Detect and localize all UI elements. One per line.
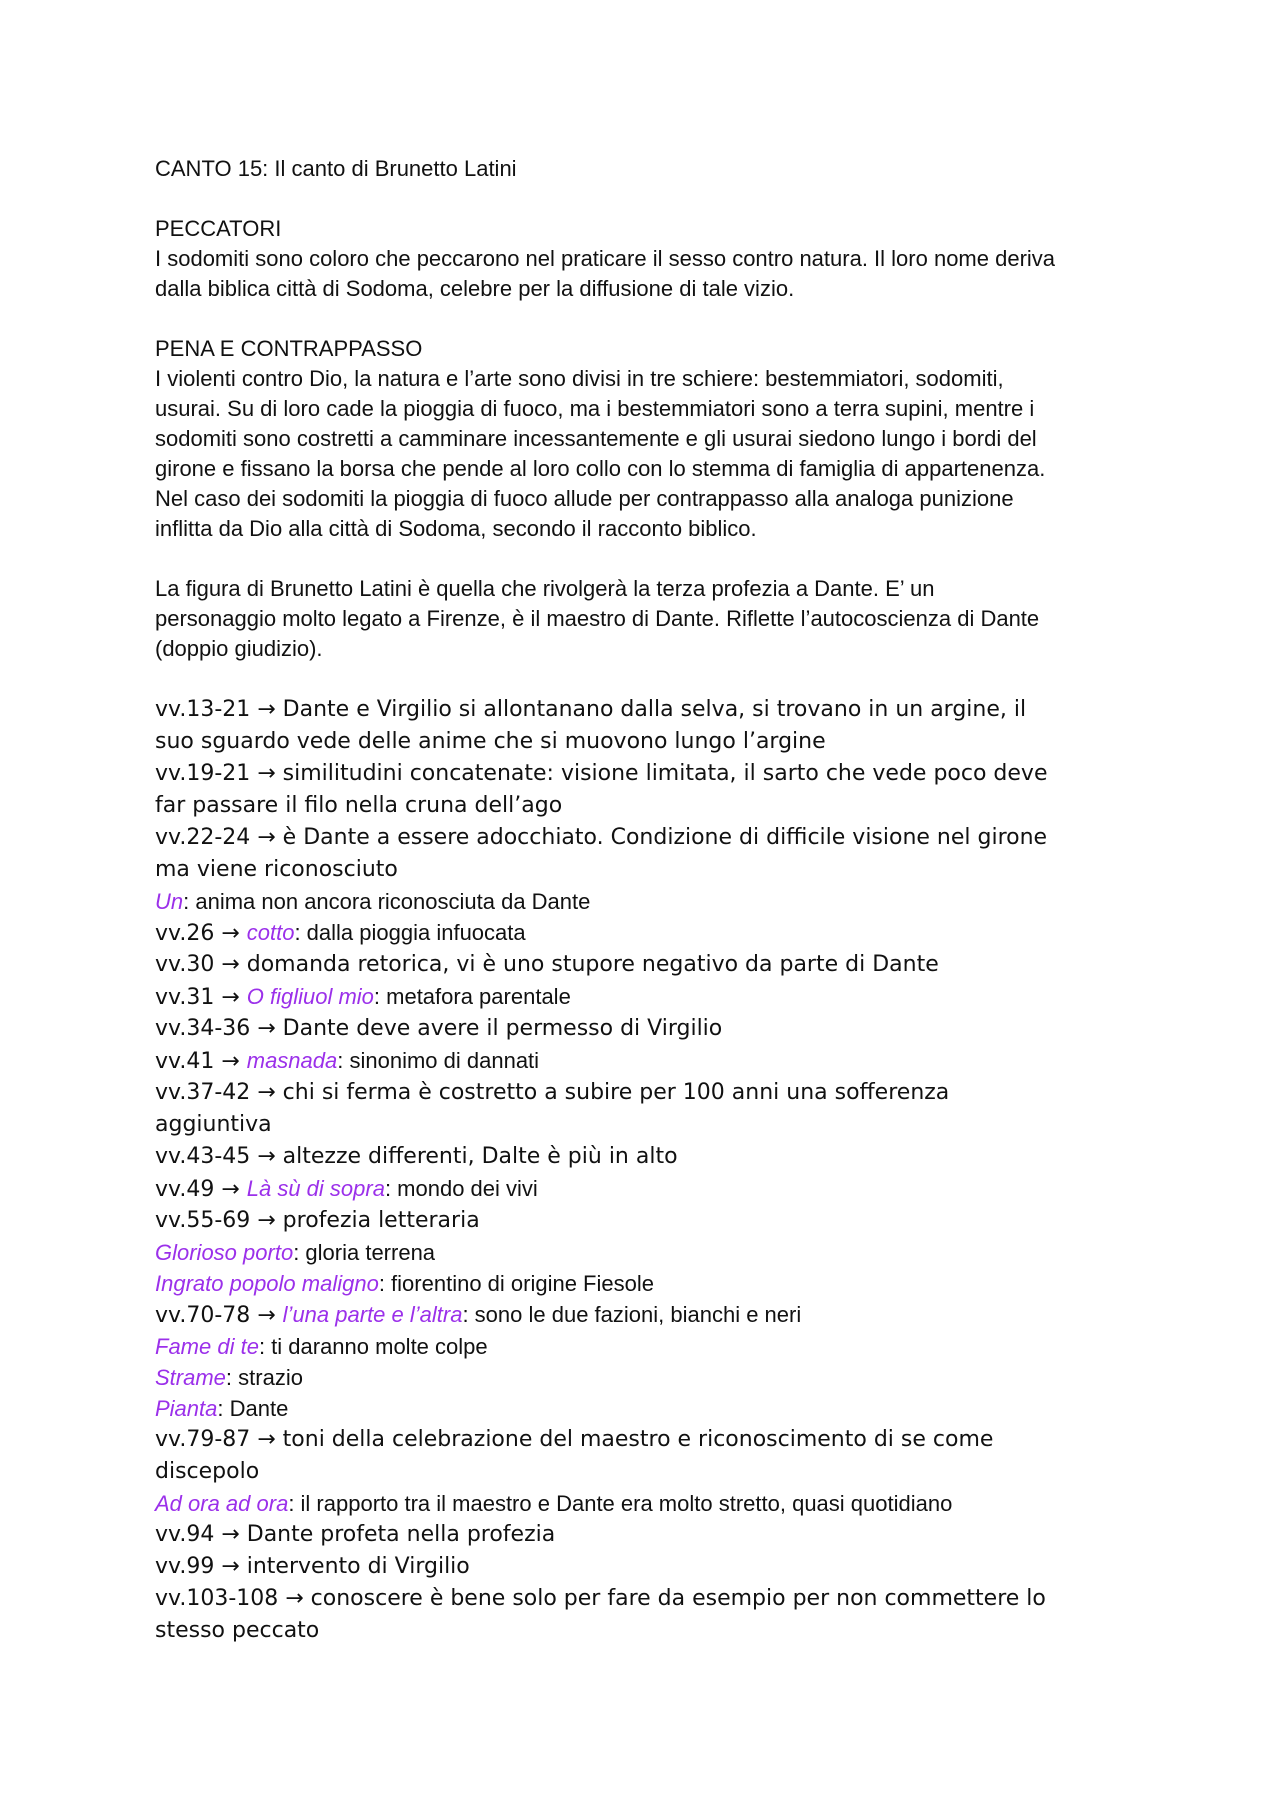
verse-note bbox=[155, 1456, 1145, 1488]
highlighted-term: masnada bbox=[246, 1048, 338, 1073]
verse-note bbox=[155, 726, 1145, 758]
verse-note bbox=[155, 694, 1145, 726]
note-description: ma viene riconosciuto bbox=[155, 857, 398, 882]
note-description: toni della celebrazione del maestro e riconoscimento di se come bbox=[282, 1427, 994, 1452]
note-description: discepolo bbox=[155, 1459, 260, 1484]
verse-note bbox=[155, 1077, 1145, 1109]
verse-reference: vv.49 → bbox=[155, 1177, 247, 1202]
note-description: profezia letteraria bbox=[282, 1208, 480, 1233]
verse-reference: vv.37-42 → bbox=[155, 1080, 283, 1105]
verse-note bbox=[155, 1583, 1145, 1615]
note-description: Dante e Virgilio si allontanano dalla selva, si trovano in un argine, il bbox=[282, 697, 1027, 722]
verse-reference: vv.99 → bbox=[155, 1554, 247, 1579]
verse-note bbox=[155, 1393, 1145, 1424]
verse-reference: vv.13-21 → bbox=[155, 697, 283, 722]
paragraph-line: La figura di Brunetto Latini è quella che rivolgerà la terza profezia a Dante. E’ un bbox=[155, 576, 935, 601]
verse-note bbox=[155, 1173, 1145, 1205]
verse-note bbox=[155, 1205, 1145, 1237]
note-description: conoscere è bene solo per fare da esempio per non commettere lo bbox=[310, 1586, 1046, 1611]
note-description: : Dante bbox=[217, 1396, 289, 1421]
note-description: domanda retorica, vi è uno stupore negativo da parte di Dante bbox=[246, 952, 939, 977]
verse-reference: vv.41 → bbox=[155, 1049, 247, 1074]
verse-reference: vv.55-69 → bbox=[155, 1208, 283, 1233]
note-description: intervento di Virgilio bbox=[246, 1554, 470, 1579]
verse-note bbox=[155, 1331, 1145, 1362]
highlighted-term: Glorioso porto bbox=[155, 1240, 294, 1265]
verse-note bbox=[155, 1615, 1145, 1647]
note-description: aggiuntiva bbox=[155, 1112, 272, 1137]
paragraph-line: I violenti contro Dio, la natura e l’arte sono divisi in tre schiere: bestemmiatori, sodomiti, bbox=[155, 366, 1004, 391]
verse-note bbox=[155, 1362, 1145, 1393]
verse-note bbox=[155, 1424, 1145, 1456]
highlighted-term: Un bbox=[155, 889, 184, 914]
note-description: : il rapporto tra il maestro e Dante era molto stretto, quasi quotidiano bbox=[288, 1491, 953, 1516]
verse-reference: vv.79-87 → bbox=[155, 1427, 283, 1452]
note-description: altezze differenti, Dalte è più in alto bbox=[282, 1144, 678, 1169]
note-description: : mondo dei vivi bbox=[384, 1176, 538, 1201]
verse-reference: vv.34-36 → bbox=[155, 1016, 283, 1041]
paragraph-line: personaggio molto legato a Firenze, è il maestro di Dante. Riflette l’autocoscienza di Dante bbox=[155, 606, 1040, 631]
paragraph-line: inflitta da Dio alla città di Sodoma, secondo il racconto biblico. bbox=[155, 516, 757, 541]
highlighted-term: Ad ora ad ora bbox=[155, 1491, 289, 1516]
paragraph-line: dalla biblica città di Sodoma, celebre per la diffusione di tale vizio. bbox=[155, 276, 795, 301]
spacer bbox=[155, 664, 1145, 694]
highlighted-term: l’una parte e l’altra bbox=[282, 1302, 463, 1327]
note-description: stesso peccato bbox=[155, 1618, 320, 1643]
note-description: è Dante a essere adocchiato. Condizione di difficile visione nel girone bbox=[282, 825, 1048, 850]
verse-reference: vv.70-78 → bbox=[155, 1303, 283, 1328]
verse-note bbox=[155, 917, 1145, 949]
highlighted-term: Ingrato popolo maligno bbox=[155, 1271, 379, 1296]
highlighted-term: Là sù di sopra bbox=[246, 1176, 385, 1201]
note-description: : ti daranno molte colpe bbox=[258, 1334, 488, 1359]
page-title: CANTO 15: Il canto di Brunetto Latini bbox=[155, 156, 517, 181]
paragraph-line: girone e fissano la borsa che pende al loro collo con lo stemma di famiglia di appartenenza. bbox=[155, 456, 1046, 481]
verse-note bbox=[155, 1109, 1145, 1141]
highlighted-term: O figliuol mio bbox=[246, 984, 374, 1009]
paragraph-line: Nel caso dei sodomiti la pioggia di fuoco allude per contrappasso alla analoga punizione bbox=[155, 486, 1014, 511]
note-description: similitudini concatenate: visione limitata, il sarto che vede poco deve bbox=[282, 761, 1048, 786]
highlighted-term: Pianta bbox=[155, 1396, 218, 1421]
note-description: Dante deve avere il permesso di Virgilio bbox=[282, 1016, 723, 1041]
verse-note bbox=[155, 854, 1145, 886]
verse-note bbox=[155, 1551, 1145, 1583]
note-description: : gloria terrena bbox=[293, 1240, 436, 1265]
verse-note bbox=[155, 1488, 1145, 1519]
verse-reference: vv.43-45 → bbox=[155, 1144, 283, 1169]
highlighted-term: cotto bbox=[246, 920, 295, 945]
verse-reference: vv.94 → bbox=[155, 1522, 247, 1547]
verse-reference: vv.26 → bbox=[155, 921, 247, 946]
section-heading-peccatori: PECCATORI bbox=[155, 216, 282, 241]
document-body bbox=[155, 154, 1145, 1647]
verse-note bbox=[155, 1268, 1145, 1299]
verse-note bbox=[155, 790, 1145, 822]
verse-reference: vv.19-21 → bbox=[155, 761, 283, 786]
paragraph-line: sodomiti sono costretti a camminare incessantemente e gli usurai siedono lungo i bordi del bbox=[155, 426, 1037, 451]
spacer bbox=[155, 304, 1145, 334]
highlighted-term: Strame bbox=[155, 1365, 226, 1390]
note-description: : sono le due fazioni, bianchi e neri bbox=[462, 1302, 802, 1327]
note-description: suo sguardo vede delle anime che si muovono lungo l’argine bbox=[155, 729, 826, 754]
verse-note bbox=[155, 886, 1145, 917]
verse-reference: vv.22-24 → bbox=[155, 825, 283, 850]
note-description: : fiorentino di origine Fiesole bbox=[378, 1271, 654, 1296]
note-description: : strazio bbox=[225, 1365, 303, 1390]
highlighted-term: Fame di te bbox=[155, 1334, 259, 1359]
paragraph-line: (doppio giudizio). bbox=[155, 636, 323, 661]
note-description: : dalla pioggia infuocata bbox=[294, 920, 526, 945]
verse-note bbox=[155, 1141, 1145, 1173]
verse-note bbox=[155, 949, 1145, 981]
verse-note bbox=[155, 822, 1145, 854]
note-description: Dante profeta nella profezia bbox=[246, 1522, 556, 1547]
paragraph-line: I sodomiti sono coloro che peccarono nel praticare il sesso contro natura. Il loro nome deriva bbox=[155, 246, 1056, 271]
verse-notes-list bbox=[155, 694, 1145, 1647]
verse-note bbox=[155, 758, 1145, 790]
verse-reference: vv.31 → bbox=[155, 985, 247, 1010]
verse-note bbox=[155, 1237, 1145, 1268]
note-description: : anima non ancora riconosciuta da Dante bbox=[183, 889, 591, 914]
verse-note bbox=[155, 1299, 1145, 1331]
note-description: : metafora parentale bbox=[373, 984, 571, 1009]
verse-note bbox=[155, 981, 1145, 1013]
spacer bbox=[155, 184, 1145, 214]
note-description: : sinonimo di dannati bbox=[337, 1048, 540, 1073]
verse-note bbox=[155, 1045, 1145, 1077]
verse-reference: vv.30 → bbox=[155, 952, 247, 977]
verse-note bbox=[155, 1013, 1145, 1045]
note-description: chi si ferma è costretto a subire per 100 anni una sofferenza bbox=[282, 1080, 950, 1105]
verse-reference: vv.103-108 → bbox=[155, 1586, 311, 1611]
section-heading-pena: PENA E CONTRAPPASSO bbox=[155, 336, 423, 361]
spacer bbox=[155, 544, 1145, 574]
verse-note bbox=[155, 1519, 1145, 1551]
note-description: far passare il filo nella cruna dell’ago bbox=[155, 793, 563, 818]
paragraph-line: usurai. Su di loro cade la pioggia di fuoco, ma i bestemmiatori sono a terra supini, mentre i bbox=[155, 396, 1035, 421]
